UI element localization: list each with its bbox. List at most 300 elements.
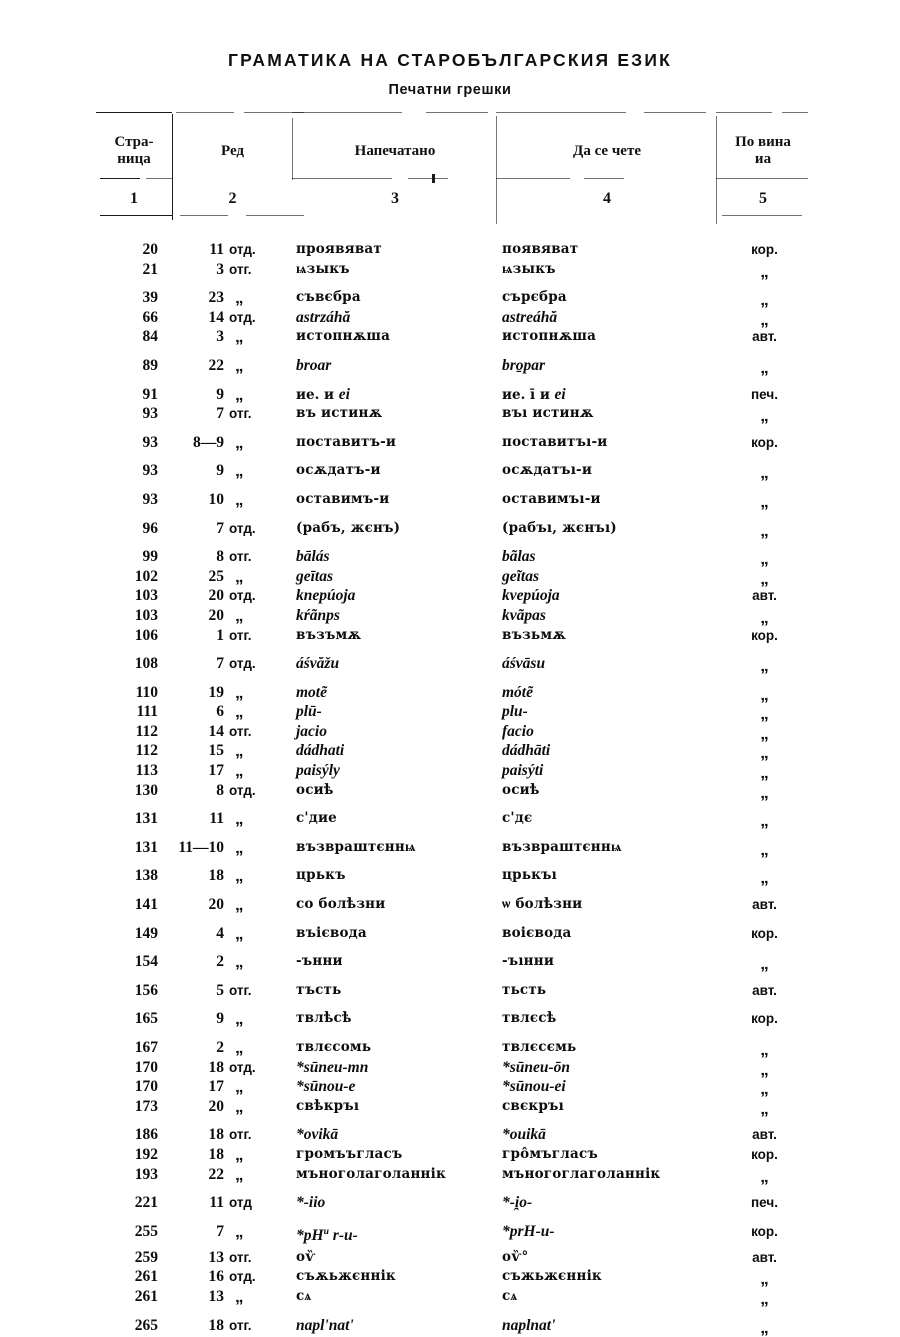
row-line-direction: „ xyxy=(235,866,244,886)
header-bottom-rule-4 xyxy=(722,215,802,216)
row-printed-text: kŕãnps xyxy=(296,606,340,624)
header-top-rule-2 xyxy=(176,112,234,113)
row-printed-text: knepúoja xyxy=(296,587,356,605)
row-line-direction: отг. xyxy=(229,261,252,277)
row-blame: „ xyxy=(760,1040,769,1059)
header-top-rule-6 xyxy=(496,112,626,113)
row-line-number: 11 xyxy=(209,241,224,258)
header-top-rule-8 xyxy=(716,112,772,113)
row-line-number: 11 xyxy=(209,1194,224,1212)
row-page-number: 108 xyxy=(134,655,158,673)
row-page-number: 93 xyxy=(142,433,158,451)
row-correct-text: осѫдатъı-и xyxy=(502,462,593,479)
row-printed-text: поставитъ-и xyxy=(296,433,397,450)
row-line-number: 20 xyxy=(208,896,224,914)
row-printed-text: *ovikā xyxy=(296,1126,339,1144)
table-row xyxy=(96,1267,808,1287)
row-line-number: 13 xyxy=(208,1287,224,1305)
row-blame: „ xyxy=(760,684,769,704)
row-correct-text: kvãpas xyxy=(502,606,546,624)
row-line-number: 18 xyxy=(208,1145,224,1163)
row-line-number: 14 xyxy=(208,722,224,740)
row-line-direction: отд. xyxy=(229,520,256,536)
row-line-number: 11—10 xyxy=(178,838,224,856)
row-blame: „ xyxy=(760,549,769,569)
row-correct-text: geĩtas xyxy=(502,567,540,585)
row-line-number: 10 xyxy=(208,490,224,508)
row-blame: „ xyxy=(760,1059,769,1079)
row-correct-text: твлєсѣ xyxy=(502,1010,557,1027)
table-row xyxy=(96,866,808,886)
table-row xyxy=(96,702,808,722)
row-line-number: 25 xyxy=(208,567,224,585)
page-title: ГРАМАТИКА НА СТАРОБЪЛГАРСКИЯ ЕЗИК xyxy=(227,50,673,70)
row-correct-text: тьсть xyxy=(502,981,547,998)
table-row xyxy=(96,1248,808,1268)
row-page-number: 130 xyxy=(134,781,158,799)
row-printed-text: възъмѫ xyxy=(296,626,362,643)
page-subtitle: Печатни грешки xyxy=(388,82,512,98)
row-blame: кор. xyxy=(751,1011,778,1027)
row-blame: „ xyxy=(760,607,769,627)
row-page-number: 193 xyxy=(134,1165,158,1183)
table-row xyxy=(96,586,808,606)
row-line-direction: отд. xyxy=(229,1269,256,1285)
row-page-number: 154 xyxy=(134,953,158,971)
row-correct-text: bro̱par xyxy=(502,356,546,374)
title-block xyxy=(0,50,900,98)
row-correct-text: осиѣ xyxy=(502,781,540,798)
row-printed-text: оѷ xyxy=(296,1248,316,1265)
row-correct-text: твлєсємь xyxy=(502,1039,577,1055)
row-line-number: 18 xyxy=(208,1126,224,1144)
row-line-number: 6 xyxy=(216,703,224,721)
row-correct-text: свєкръı xyxy=(502,1097,564,1114)
row-blame: „ xyxy=(760,520,769,540)
row-blame: кор. xyxy=(751,925,778,941)
row-line-number: 3 xyxy=(216,260,224,278)
table-row xyxy=(96,1287,808,1307)
table-row xyxy=(96,327,808,347)
row-printed-text: възвраштєннѩ xyxy=(296,838,416,855)
row-line-direction: „ xyxy=(235,566,244,586)
header-number-5: 5 xyxy=(759,190,767,207)
row-blame: кор. xyxy=(751,627,778,643)
table-row xyxy=(96,1009,808,1029)
row-line-direction: „ xyxy=(235,761,244,781)
row-printed-text: $*pH^u$ r-u- xyxy=(296,1225,358,1244)
row-printed-text: осѫдатъ-и xyxy=(296,462,381,479)
table-row xyxy=(96,981,808,1001)
row-correct-text: astreáhă xyxy=(502,308,558,326)
header-number-4: 4 xyxy=(603,190,611,207)
table-row xyxy=(96,1097,808,1117)
row-line-number: 8—9 xyxy=(193,433,224,451)
row-line-number: 7 xyxy=(216,405,224,423)
row-line-number: 3 xyxy=(216,328,224,346)
row-line-direction: отд. xyxy=(229,242,256,257)
table-row xyxy=(96,356,808,376)
header-page-line2: ница xyxy=(117,151,151,167)
row-line-direction: „ xyxy=(235,1009,244,1029)
header-top-rule-1 xyxy=(96,112,172,113)
header-page xyxy=(96,134,172,168)
row-page-number: 93 xyxy=(142,405,158,423)
header-blame-line2: иа xyxy=(754,151,772,167)
row-printed-text: въієвода xyxy=(296,924,367,941)
header-line: Ред xyxy=(220,143,244,159)
row-blame: печ. xyxy=(751,1195,778,1211)
row-page-number: 113 xyxy=(135,762,158,780)
row-printed-text: твлѣсѣ xyxy=(296,1010,352,1027)
table-row xyxy=(96,781,808,801)
row-correct-text: црькъı xyxy=(502,867,558,884)
row-printed-text: astrzáhă xyxy=(296,308,351,326)
row-page-number: 138 xyxy=(134,867,158,885)
row-line-direction: „ xyxy=(235,288,244,308)
row-printed-text: съвєбра xyxy=(296,289,361,306)
row-blame: „ xyxy=(760,782,769,802)
row-blame: „ xyxy=(760,723,769,743)
row-line-number: 8 xyxy=(216,548,224,566)
header-top-rule-5 xyxy=(426,112,488,113)
scan-artifact-fleck xyxy=(432,174,435,183)
row-correct-text: mótẽ xyxy=(502,683,533,701)
row-blame: печ. xyxy=(751,386,778,402)
row-line-direction: отд. xyxy=(229,1059,256,1075)
row-blame: авт. xyxy=(752,329,777,345)
row-line-direction: „ xyxy=(235,1286,244,1306)
row-correct-text: facio xyxy=(502,722,534,740)
row-line-direction: отд xyxy=(229,1195,252,1211)
row-line-number: 9 xyxy=(216,1010,224,1028)
row-page-number: 102 xyxy=(134,567,158,585)
header-number-3: 3 xyxy=(391,190,399,207)
row-correct-text: *sūneu-ōn xyxy=(502,1058,571,1076)
row-line-number: 2 xyxy=(216,1039,224,1056)
row-correct-text: оставимъı-и xyxy=(502,490,601,507)
row-correct-text: *-i̯o- xyxy=(502,1194,533,1212)
row-printed-text: -ънни xyxy=(296,953,343,970)
row-correct-text: оѷ° xyxy=(502,1248,529,1265)
row-line-direction: „ xyxy=(235,741,244,761)
row-correct-text: с'дє xyxy=(502,810,533,827)
row-line-direction: отг. xyxy=(229,723,252,739)
row-line-number: 7 xyxy=(216,1222,224,1240)
row-blame: „ xyxy=(760,406,769,426)
table-row xyxy=(96,519,808,539)
row-printed-text: со болѣзни xyxy=(296,896,386,913)
row-blame: „ xyxy=(760,1317,769,1337)
row-printed-text: црькъ xyxy=(296,867,346,884)
row-line-direction: „ xyxy=(235,1221,244,1241)
row-line-number: 11 xyxy=(209,810,224,828)
row-printed-text: jacio xyxy=(296,722,327,740)
row-line-direction: „ xyxy=(235,432,244,452)
row-blame: „ xyxy=(760,261,769,281)
row-correct-text: воієвода xyxy=(502,924,572,941)
row-printed-text: áśvăžu xyxy=(296,655,340,673)
row-line-number: 15 xyxy=(208,742,224,760)
table-row xyxy=(96,838,808,858)
table-row xyxy=(96,683,808,703)
row-printed-text: с'дие xyxy=(296,810,337,827)
table-row xyxy=(96,288,808,308)
table-row xyxy=(96,433,808,453)
row-page-number: 131 xyxy=(134,810,158,828)
table-row xyxy=(96,1058,808,1078)
header-bottom-rule-2 xyxy=(180,215,228,216)
row-page-number: 84 xyxy=(142,328,158,346)
row-printed-text: *sūnou-e xyxy=(296,1078,356,1096)
row-line-direction: отг. xyxy=(229,406,252,422)
row-line-number: 18 xyxy=(208,1058,224,1076)
row-printed-text: мъноголаголаннік xyxy=(296,1165,446,1182)
row-blame: кор. xyxy=(751,242,778,257)
row-page-number: 265 xyxy=(134,1316,158,1334)
header-mid-rule-4 xyxy=(408,178,448,179)
row-printed-text: *sūneu-mn xyxy=(296,1058,369,1076)
table-row xyxy=(96,1316,808,1336)
header-mid-rule-3 xyxy=(292,178,392,179)
row-blame: „ xyxy=(760,309,769,329)
table-row xyxy=(96,567,808,587)
row-line-direction: „ xyxy=(235,605,244,625)
table-row xyxy=(96,1038,808,1058)
row-blame: „ xyxy=(760,1079,769,1099)
row-line-number: 13 xyxy=(208,1248,224,1266)
row-correct-text: сѧ xyxy=(502,1287,518,1304)
row-line-number: 20 xyxy=(208,587,224,605)
table-row xyxy=(96,626,808,646)
table-row xyxy=(96,606,808,626)
row-line-direction: „ xyxy=(235,682,244,702)
table-row xyxy=(96,547,808,567)
row-correct-text: *sūnou-ei xyxy=(502,1078,566,1096)
row-page-number: 165 xyxy=(134,1010,158,1028)
row-page-number: 66 xyxy=(142,308,158,326)
row-line-direction: отг. xyxy=(229,1249,252,1265)
row-line-number: 14 xyxy=(208,308,224,326)
row-correct-text: naplnat' xyxy=(502,1316,556,1334)
header-number-1: 1 xyxy=(130,190,138,207)
row-line-direction: отд. xyxy=(229,309,256,325)
table-row xyxy=(96,761,808,781)
row-printed-text: napl'nat' xyxy=(296,1316,354,1334)
row-page-number: 192 xyxy=(134,1145,158,1163)
table-row xyxy=(96,1193,808,1213)
row-page-number: 93 xyxy=(142,490,158,508)
row-blame: „ xyxy=(760,357,769,377)
row-correct-text: възвраштєннѩ xyxy=(502,838,622,855)
row-correct-text: истопнѫша xyxy=(502,328,597,345)
header-divider-4 xyxy=(716,116,717,224)
row-printed-text: broar xyxy=(296,356,332,374)
row-printed-text: въ истинѫ xyxy=(296,405,383,422)
row-printed-text: dádhati xyxy=(296,742,345,760)
header-correct: Да се чете xyxy=(573,143,641,159)
row-line-direction: „ xyxy=(235,489,244,509)
row-line-direction: отг. xyxy=(229,549,252,565)
row-line-number: 20 xyxy=(208,606,224,624)
table-row xyxy=(96,308,808,328)
row-blame: кор. xyxy=(751,434,778,450)
row-printed-text: съѫьжєннік xyxy=(296,1268,396,1285)
row-blame: „ xyxy=(760,743,769,763)
row-blame: авт. xyxy=(752,1249,777,1265)
row-line-direction: „ xyxy=(235,1164,244,1184)
row-blame: „ xyxy=(760,868,769,888)
row-blame: „ xyxy=(760,463,769,483)
table-row xyxy=(96,809,808,829)
row-line-number: 20 xyxy=(208,1097,224,1115)
row-blame: „ xyxy=(760,1098,769,1118)
row-line-direction: „ xyxy=(235,1077,244,1097)
row-correct-text: áśvāsu xyxy=(502,655,546,673)
row-printed-text: geītas xyxy=(296,567,334,585)
row-blame: авт. xyxy=(752,897,777,913)
row-blame: „ xyxy=(760,656,769,676)
row-line-number: 18 xyxy=(208,867,224,885)
row-blame: „ xyxy=(760,290,769,310)
row-page-number: 173 xyxy=(134,1097,158,1115)
row-page-number: 103 xyxy=(134,606,158,624)
row-correct-text: kvepúoja xyxy=(502,587,560,605)
header-bottom-rule-3 xyxy=(246,215,304,216)
row-line-number: 16 xyxy=(208,1268,224,1286)
row-page-number: 255 xyxy=(134,1222,158,1240)
row-correct-text: -ъıнни xyxy=(502,953,555,970)
header-page-line1: Стра- xyxy=(114,134,154,150)
table-row xyxy=(96,404,808,424)
row-line-direction: „ xyxy=(235,702,244,722)
row-page-number: 96 xyxy=(142,519,158,537)
row-printed-text: оставимъ-и xyxy=(296,490,390,507)
row-line-direction: отд. xyxy=(229,588,256,604)
row-line-direction: „ xyxy=(235,1096,244,1116)
header-mid-rule-1 xyxy=(100,178,140,179)
row-line-number: 7 xyxy=(216,519,224,537)
row-blame: авт. xyxy=(752,982,777,998)
row-page-number: 261 xyxy=(134,1287,158,1305)
row-correct-text: появяват xyxy=(502,241,579,257)
row-page-number: 170 xyxy=(134,1058,158,1076)
row-page-number: 91 xyxy=(142,385,158,403)
row-page-number: 131 xyxy=(134,838,158,856)
row-printed-text: plū- xyxy=(296,703,322,721)
row-printed-text: тъсть xyxy=(296,981,342,998)
row-page-number: 21 xyxy=(142,260,158,278)
header-divider-1 xyxy=(172,114,173,220)
row-correct-text: bãlas xyxy=(502,548,536,566)
row-line-number: 1 xyxy=(216,626,224,644)
row-page-number: 149 xyxy=(134,924,158,942)
table-row xyxy=(96,490,808,510)
row-printed-text: истопнѫша xyxy=(296,328,391,345)
row-printed-text: (рабъ, жєнъ) xyxy=(296,519,401,536)
row-correct-text: въı истинѫ xyxy=(502,405,594,422)
row-printed-text: громъъгласъ xyxy=(296,1145,403,1162)
row-page-number: 186 xyxy=(134,1126,158,1144)
row-correct-text: *prH-u- xyxy=(502,1222,555,1240)
row-page-number: 221 xyxy=(134,1194,158,1212)
row-page-number: 106 xyxy=(134,626,158,644)
table-row xyxy=(96,1165,808,1185)
row-page-number: 111 xyxy=(136,703,158,721)
row-blame: „ xyxy=(760,763,769,783)
row-page-number: 103 xyxy=(134,587,158,605)
row-line-number: 22 xyxy=(208,356,224,374)
row-correct-text: ие. ī и ei xyxy=(502,385,566,403)
row-line-direction: отг. xyxy=(229,1127,252,1143)
row-blame: авт. xyxy=(752,588,777,604)
row-line-direction: „ xyxy=(235,384,244,404)
row-correct-text: ѡ болѣзни xyxy=(502,896,583,913)
row-printed-text: свѣкръı xyxy=(296,1097,360,1114)
row-line-number: 22 xyxy=(208,1165,224,1183)
row-page-number: 39 xyxy=(142,289,158,307)
row-correct-text: ѩзыкъ xyxy=(502,260,556,277)
row-blame: кор. xyxy=(751,1223,778,1239)
header-divider-2 xyxy=(292,118,293,180)
row-blame: авт. xyxy=(752,1127,777,1143)
row-page-number: 99 xyxy=(142,548,158,566)
row-line-number: 17 xyxy=(208,1078,224,1096)
row-line-number: 9 xyxy=(216,385,224,403)
row-printed-text: *-iio xyxy=(296,1194,326,1212)
table-row xyxy=(96,240,808,260)
row-line-direction: отг. xyxy=(229,982,252,998)
row-line-direction: „ xyxy=(235,1038,244,1057)
row-page-number: 89 xyxy=(142,356,158,374)
row-correct-text: съжьжєннік xyxy=(502,1268,602,1285)
row-printed-text: bālás xyxy=(296,548,330,566)
table-row xyxy=(96,924,808,944)
header-mid-rule-5 xyxy=(496,178,570,179)
row-blame: „ xyxy=(760,1269,769,1289)
row-line-direction: „ xyxy=(235,923,244,943)
row-line-direction: отд. xyxy=(229,656,256,672)
row-line-direction: „ xyxy=(235,355,244,375)
row-printed-text: осиѣ xyxy=(296,781,334,798)
table-row xyxy=(96,1145,808,1165)
row-line-number: 7 xyxy=(216,655,224,673)
row-correct-text: поставитъı-и xyxy=(502,433,608,450)
table-row xyxy=(96,952,808,972)
header-number-2: 2 xyxy=(228,190,237,207)
row-correct-text: сърєбра xyxy=(502,289,567,306)
header-mid-rule-2 xyxy=(146,178,172,179)
row-correct-text: (рабъı, жєнъı) xyxy=(502,519,617,536)
row-blame: „ xyxy=(760,704,769,724)
row-line-direction: „ xyxy=(235,1144,244,1164)
row-page-number: 112 xyxy=(135,742,158,760)
table-row xyxy=(96,385,808,405)
row-line-direction: „ xyxy=(235,895,244,915)
header-printed: Напечатано xyxy=(354,143,436,159)
header-divider-3 xyxy=(496,116,497,224)
row-blame: „ xyxy=(760,568,769,588)
table-header xyxy=(96,112,808,216)
errata-table xyxy=(96,112,808,1337)
row-blame: „ xyxy=(760,839,769,859)
row-printed-text: ие. и ei xyxy=(296,385,350,403)
row-line-number: 19 xyxy=(208,683,224,701)
errata-row-list xyxy=(96,240,808,1335)
header-blame-line1: По вина xyxy=(735,134,791,150)
row-blame: „ xyxy=(760,1288,769,1308)
table-row xyxy=(96,1125,808,1145)
